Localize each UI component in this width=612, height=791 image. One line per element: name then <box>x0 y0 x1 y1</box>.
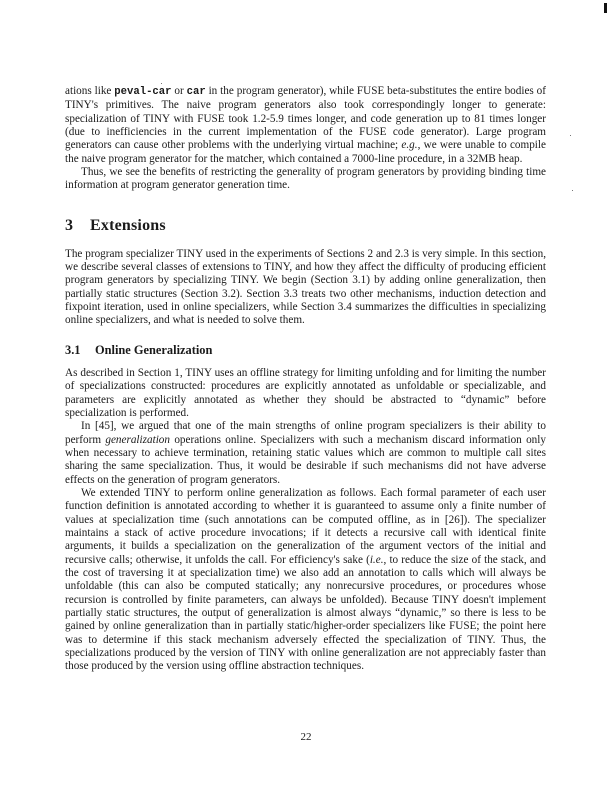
subsection-heading <box>65 343 546 357</box>
emphasis-generalization: generalization <box>105 433 170 446</box>
text-run: operations online. Specializers with such a mechanism discard information only when necessary to achieve termination, retaining static values which are common to multiple call sites sharing the same specialization. Thus, it would be desirable if such mechanisms did not have adverse effects on the generation of program generators. <box>65 433 546 486</box>
inline-code-peval-car: peval-car <box>114 86 172 98</box>
emphasis-eg: e.g. <box>401 139 418 152</box>
section-heading <box>65 217 546 235</box>
text-run: , to reduce the size of the stack, and the cost of traversing it at specialization time) we also add an annotation to calls which will always be unfoldable (this can also be computed statically; any nonrecursive procedures, or procedures whose recursion is controlled by finite parameters, can always be unfolded). Because TINY doesn't implement partially static structures, the output of generalization is almost always “dynamic,” so there is less to be gained by online generalization than in partially static/higher-order specializers like FUSE; the point here was to determine if this stack mechanism adversely effected the specialization of TINY. Thus, the specializations produced by the version of TINY with online generalization are not appreciably faster than those produced by the version using offline abstraction techniques. <box>65 553 546 673</box>
conclusion-paragraph: Thus, we see the benefits of restricting the generality of program generators by providing binding time information at program generator generation time. <box>65 166 546 192</box>
subsection-paragraph-2 <box>65 420 546 487</box>
text-run: , we were unable to compile the naive program generator for the matcher, which contained a 7000-line procedure, in a 32MB heap. <box>65 139 546 165</box>
page-number: 22 <box>300 731 312 743</box>
text-run: We extended TINY to perform online generalization as follows. Each formal parameter of each user function definition is annotated according to whether it is guaranteed to assume only a finite number of values at specialization time (such annotations can be computed offline, as in [26]). The specializer maintains a stack of active procedure invocations; if it detects a recursive call with identical finite arguments, it builds a specialization on the generalization of the argument vectors of the initial and recursive calls; otherwise, it unfolds the call. For efficiency's sake ( <box>65 486 546 566</box>
document-page <box>65 85 546 674</box>
section-intro-paragraph: The program specializer TINY used in the experiments of Sections 2 and 2.3 is very simple. In this section, we describe several classes of extensions to TINY, and how they affect the difficulty of producing efficient program generators by specializing TINY. We begin (Section 3.1) by adding online generalization, then partially static structures (Section 3.2). Section 3.3 treats two other mechanisms, induction detection and fixpoint iteration, used in online specializers, while Section 3.4 summarizes the difficulties in specializing online specializers, and what is needed to solve them. <box>65 247 546 327</box>
scan-speck <box>161 83 162 84</box>
subsection-title: Online Generalization <box>95 342 213 357</box>
scan-artifact-mark <box>604 3 607 13</box>
subsection-paragraph-1: As described in Section 1, TINY uses an offline strategy for limiting unfolding and for limiting the number of specializations constructed: procedures are explicitly annotated as unfoldable or specializable, and parameters are explicitly annotated as whether they should be abstracted to “dynamic” before specialization is performed. <box>65 366 546 419</box>
section-title: Extensions <box>90 216 166 234</box>
inline-code-car: car <box>186 86 206 98</box>
emphasis-ie: i.e. <box>369 553 384 566</box>
section-number: 3 <box>65 216 74 234</box>
text-run: In [45], we argued that one of the main strengths of online program specializers is their ability to perform <box>65 420 546 446</box>
subsection-number: 3.1 <box>65 342 81 357</box>
scan-speck <box>572 190 573 191</box>
text-run: or <box>171 85 187 97</box>
continued-paragraph <box>65 85 546 166</box>
subsection-paragraph-3 <box>65 487 546 674</box>
text-run: in the program generator), while FUSE beta-substitutes the entire bodies of TINY's primitives. The naive program generators also took correspondingly longer to generate: specialization of TINY with FUSE took 1.2-5.9 times longer, and code generation up to 81 times longer (due to inefficiencies in the current implementation of the FUSE code generator). Large program generators can cause other problems with the underlying virtual machine; <box>65 85 546 152</box>
text-run: ations like <box>65 85 115 97</box>
scan-speck <box>570 135 571 136</box>
